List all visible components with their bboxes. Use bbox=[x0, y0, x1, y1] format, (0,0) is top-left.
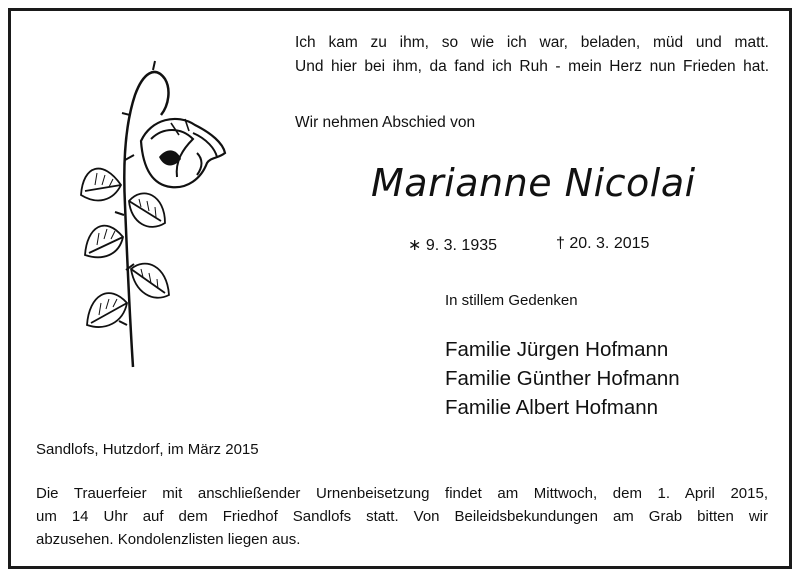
verse-line-2: Und hier bei ihm, da fand ich Ruh - mein Herz nun Frieden hat. bbox=[295, 58, 769, 75]
notice-line-1: Die Trauerfeier mit anschließender Urnenbeisetzung findet am Mittwoch, dem 1. April 2015, bbox=[36, 485, 768, 502]
memorial-text: In stillem Gedenken bbox=[445, 292, 578, 309]
farewell-intro: Wir nehmen Abschied von bbox=[295, 114, 476, 131]
place-date: Sandlofs, Hutzdorf, im März 2015 bbox=[36, 441, 259, 458]
verse-line-1: Ich kam zu ihm, so wie ich war, beladen, müd und matt. bbox=[295, 34, 769, 51]
family-name: Familie Albert Hofmann bbox=[445, 396, 659, 419]
family-name: Familie Günther Hofmann bbox=[445, 367, 680, 390]
funeral-notice bbox=[36, 482, 768, 551]
notice-line-2: um 14 Uhr auf dem Friedhof Sandlofs statt. Von Beileidsbekundungen am Grab bitten wir bbox=[36, 508, 768, 525]
obituary-card bbox=[8, 8, 792, 569]
family-name: Familie Jürgen Hofmann bbox=[445, 338, 669, 361]
death-date: † 20. 3. 2015 bbox=[556, 235, 650, 252]
family-list bbox=[445, 335, 680, 422]
deceased-name: Marianne Nicolai bbox=[371, 161, 696, 205]
wilted-rose-icon bbox=[73, 55, 233, 375]
notice-line-3: abzusehen. Kondolenzlisten liegen aus. bbox=[36, 531, 301, 548]
birth-date: ∗ 9. 3. 1935 bbox=[408, 237, 498, 254]
verse bbox=[295, 31, 769, 79]
